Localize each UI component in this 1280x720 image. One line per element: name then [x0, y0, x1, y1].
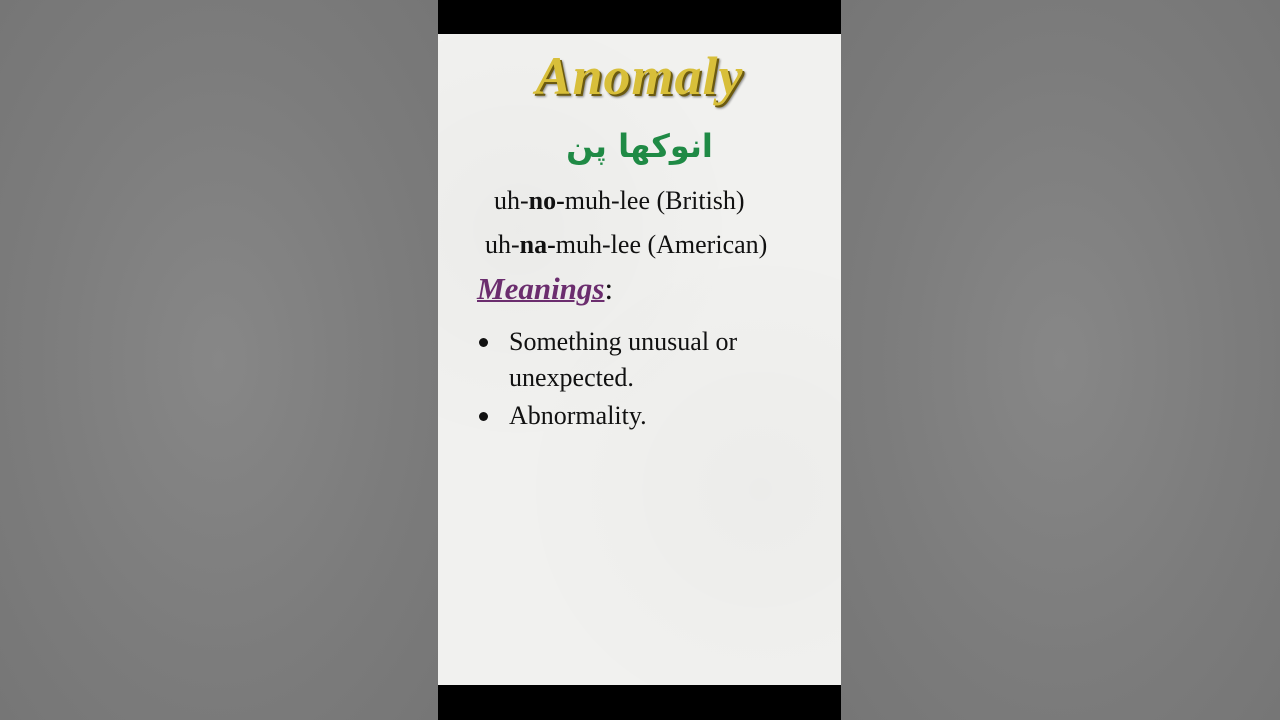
meanings-heading: [477, 271, 613, 307]
pronunciation-american: [485, 230, 767, 260]
word-title: Anomaly: [535, 46, 744, 106]
pronunciation-british: [494, 186, 745, 216]
pronunciation-american-stress: na-: [519, 230, 556, 259]
pronunciation-british-stress: no-: [528, 186, 565, 215]
bullet-icon: [479, 338, 488, 347]
pronunciation-american-post: muh-lee (American): [555, 230, 768, 259]
video-frame: [438, 0, 841, 720]
pronunciation-american-pre: uh-: [485, 230, 520, 259]
meanings-label: Meanings: [477, 271, 605, 306]
meaning-text: Something unusual or unexpected.: [509, 327, 738, 392]
bullet-icon: [479, 412, 488, 421]
background-blur-right: [841, 0, 1280, 720]
list-item: [477, 398, 817, 434]
pronunciation-british-pre: uh-: [494, 186, 529, 215]
background-blur-left: [0, 0, 438, 720]
vocabulary-card: [438, 34, 841, 685]
list-item: [477, 324, 817, 396]
meaning-text: Abnormality.: [509, 401, 647, 430]
meanings-list: [477, 324, 817, 436]
meanings-colon: :: [604, 271, 614, 306]
urdu-translation: انوکھا پن: [566, 127, 713, 165]
pronunciation-british-post: muh-lee (British): [564, 186, 745, 215]
